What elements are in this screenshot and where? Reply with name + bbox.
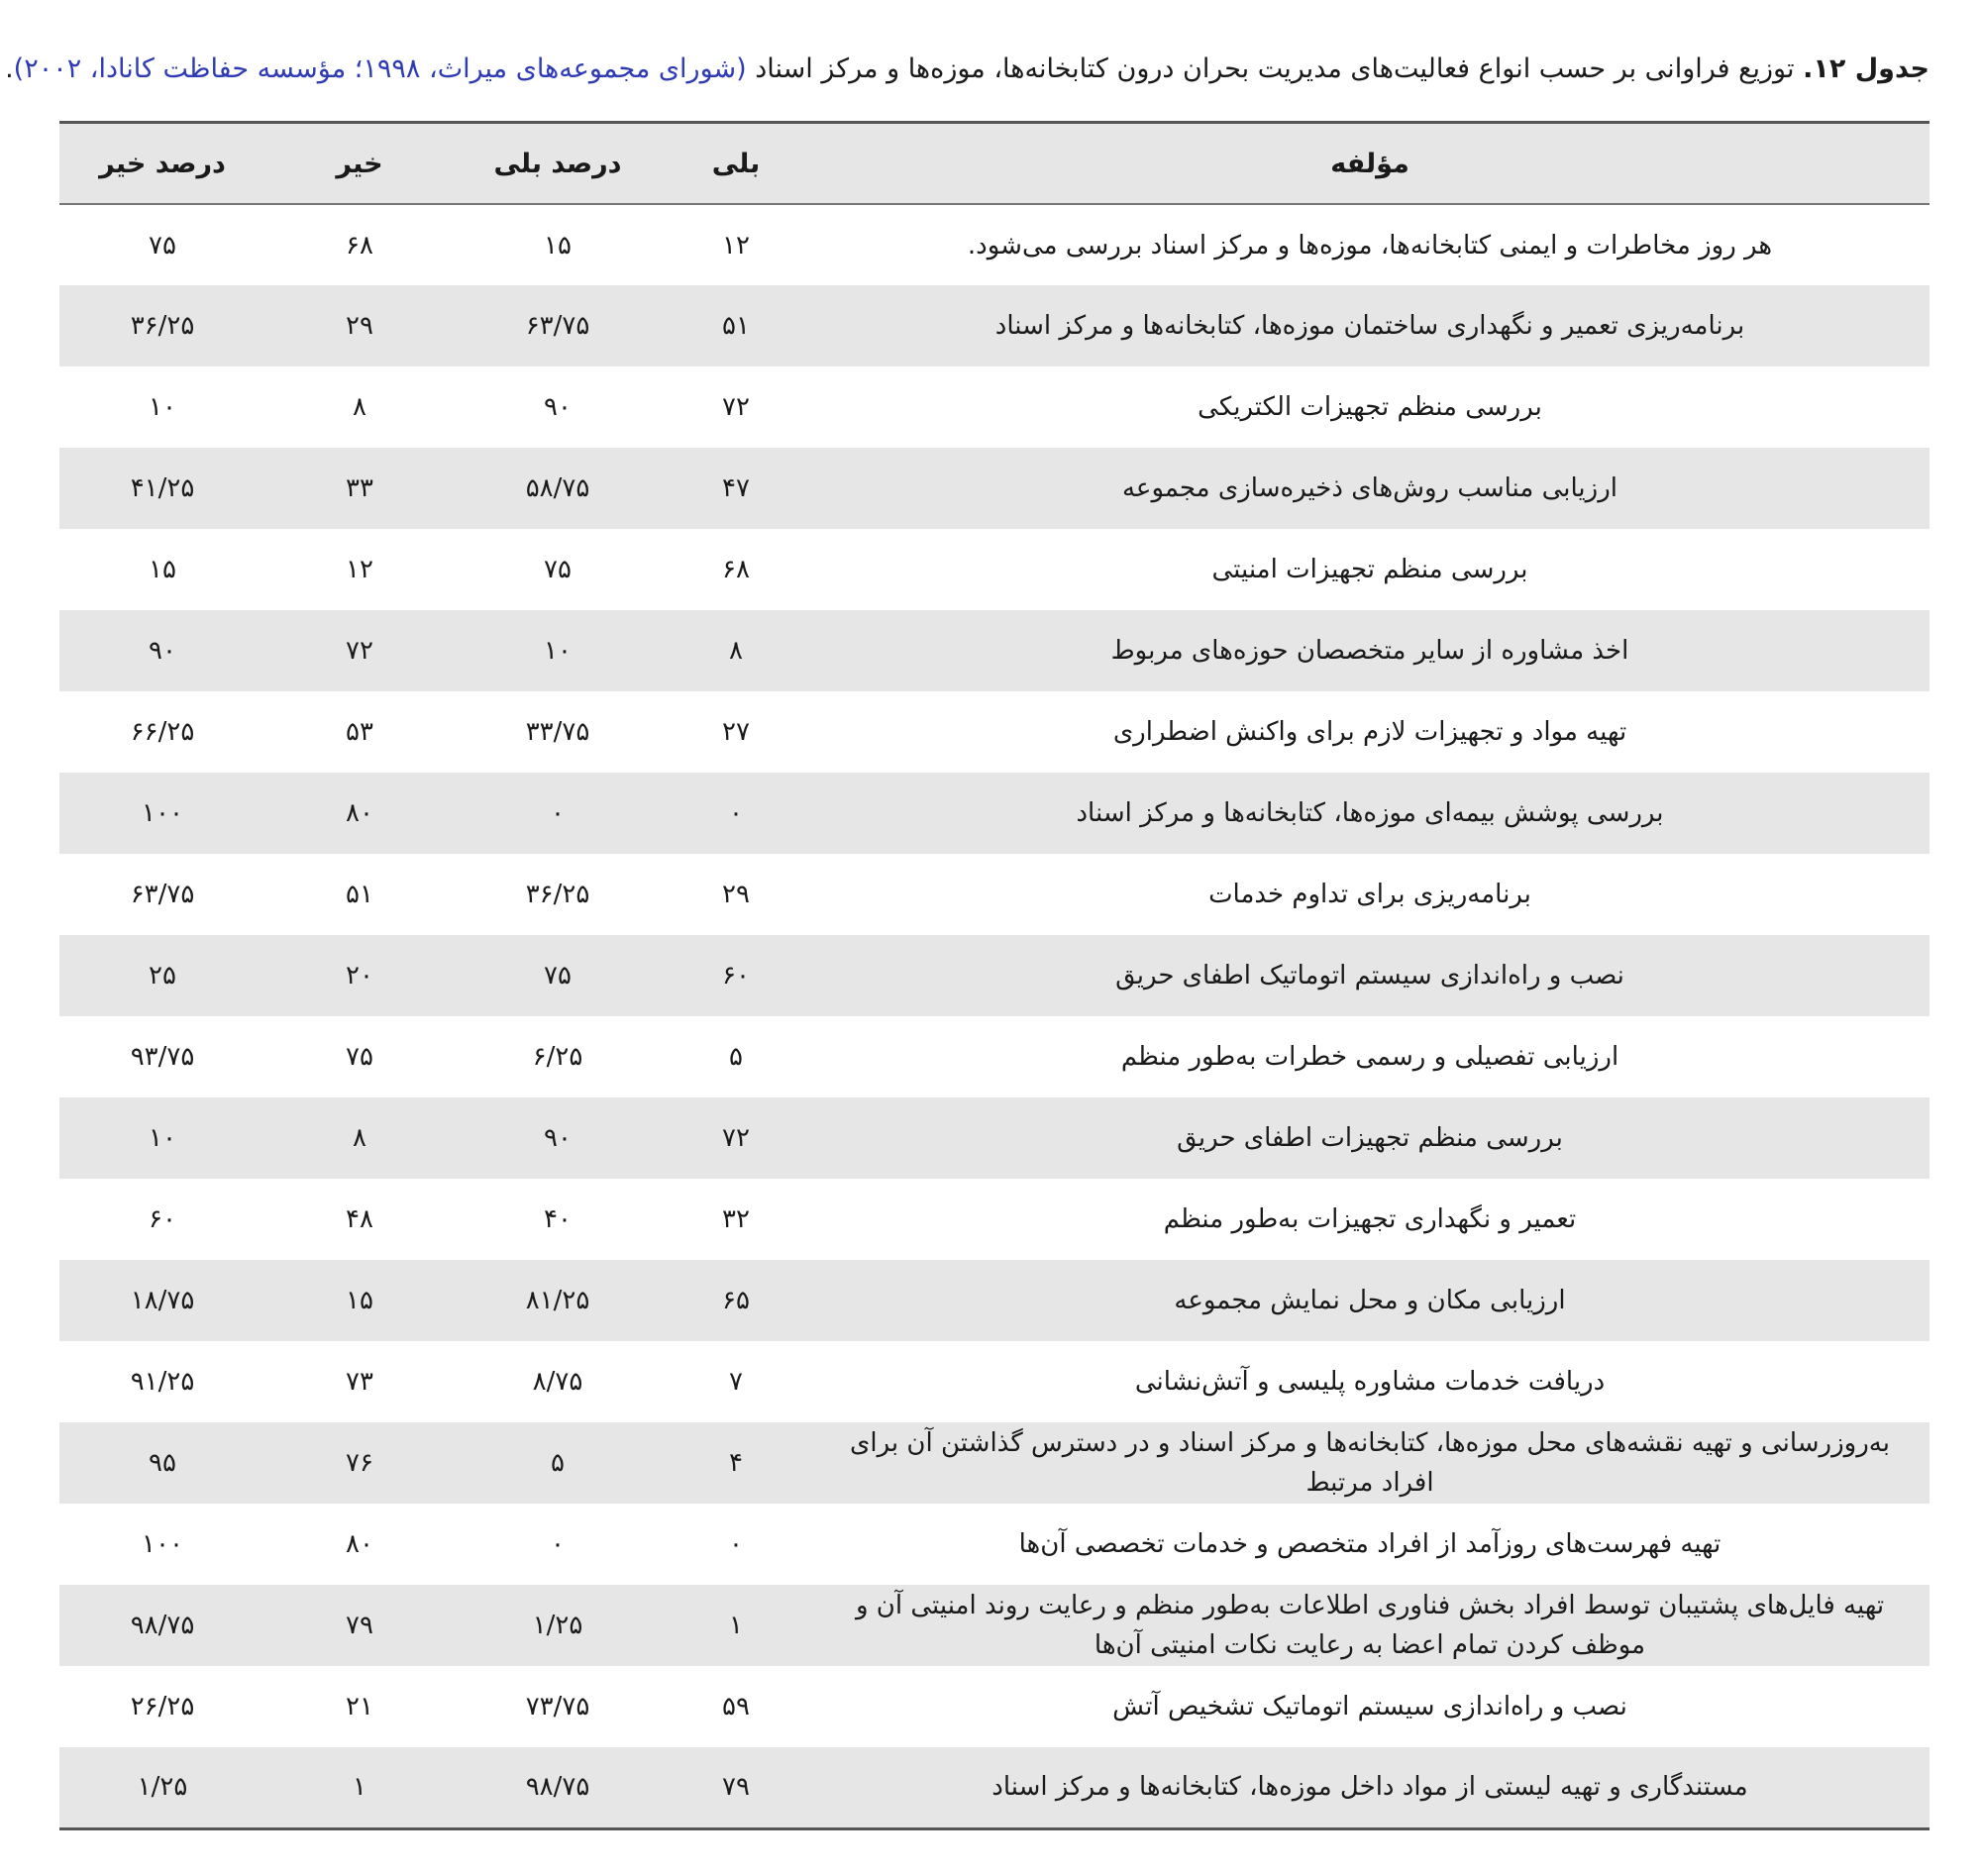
table-caption: [5, 50, 1929, 95]
row-no: ۷۶: [265, 1422, 454, 1504]
row-no: ۶۸: [346, 230, 373, 261]
row-yes: ۶۸: [722, 555, 750, 584]
row-yes-percent: ۳۶/۲۵: [525, 880, 590, 909]
row-yes-percent: ۶۳/۷۵: [454, 285, 662, 366]
row-no-percent: ۱۸/۷۵: [59, 1260, 265, 1341]
table-row: [59, 204, 1929, 285]
row-no-percent: ۶۳/۷۵: [130, 880, 195, 909]
row-component: اخذ مشاوره از سایر متخصصان حوزه‌های مربوط: [810, 610, 1929, 691]
row-component: نصب و راه‌اندازی سیستم اتوماتیک تشخیص آتش: [1112, 1692, 1627, 1721]
row-yes-percent: ۱/۲۵: [454, 1585, 662, 1666]
row-component: ارزیابی مکان و محل نمایش مجموعه: [810, 1260, 1929, 1341]
row-no-percent: ۷۵: [149, 230, 176, 261]
row-no-percent: ۲۶/۲۵: [130, 1692, 195, 1721]
row-no: ۵۱: [346, 880, 373, 909]
row-no: ۸۰: [346, 1529, 373, 1559]
row-yes-percent: ۹۸/۷۵: [454, 1747, 662, 1828]
row-component: ارزیابی مناسب روش‌های ذخیره‌سازی مجموعه: [810, 448, 1929, 529]
row-yes-percent: ۴۰: [544, 1204, 572, 1234]
table-row: [59, 854, 1929, 935]
row-yes-percent: ۰: [454, 773, 662, 854]
table-row: [59, 610, 1929, 691]
row-yes-percent: ۶/۲۵: [532, 1042, 583, 1072]
header-component: مؤلفه: [810, 123, 1929, 205]
row-yes-percent: ۳۳/۷۵: [525, 717, 590, 747]
row-yes: ۴۷: [662, 448, 810, 529]
row-component: مستندگاری و تهیه لیستی از مواد داخل موزه‌ها، کتابخانه‌ها و مرکز اسناد: [810, 1747, 1929, 1828]
row-component: تهیه فایل‌های پشتیبان توسط افراد بخش فناوری اطلاعات به‌طور منظم و رعایت روند امنیتی آن و موظف کردن تمام اعضا به رعایت نکات امنیتی آن‌ها: [810, 1585, 1929, 1666]
table-row: [59, 1585, 1929, 1666]
row-no: ۲۰: [265, 935, 454, 1016]
header-yes-percent: درصد بلی: [454, 123, 662, 205]
row-component: تهیه مواد و تجهیزات لازم برای واکنش اضطراری: [1112, 717, 1627, 747]
row-yes: ۵۹: [722, 1692, 750, 1721]
row-component: هر روز مخاطرات و ایمنی کتابخانه‌ها، موزه‌ها و مرکز اسناد بررسی می‌شود.: [967, 230, 1773, 261]
row-component: دریافت خدمات مشاوره پلیسی و آتش‌نشانی: [1134, 1367, 1606, 1397]
row-no: ۲۹: [265, 285, 454, 366]
caption-end: .: [5, 53, 14, 84]
row-yes: ۲۷: [722, 717, 750, 747]
frequency-table: [59, 121, 1929, 1830]
row-no-percent: ۱/۲۵: [59, 1747, 265, 1828]
caption-label: جدول ۱۲.: [1803, 53, 1929, 84]
row-component: بررسی پوشش بیمه‌ای موزه‌ها، کتابخانه‌ها و مرکز اسناد: [810, 773, 1929, 854]
row-no-percent: ۴۱/۲۵: [59, 448, 265, 529]
row-yes: ۷: [729, 1367, 743, 1397]
header-no-percent: درصد خیر: [59, 123, 265, 205]
row-yes: ۵۱: [662, 285, 810, 366]
header-yes: بلی: [662, 123, 810, 205]
row-no-percent: ۶۰: [149, 1204, 176, 1234]
header-no: خیر: [265, 123, 454, 205]
table-row: [59, 366, 1929, 448]
row-yes: ۷۹: [662, 1747, 810, 1828]
row-yes: ۴: [662, 1422, 810, 1504]
row-yes-percent: ۷۳/۷۵: [525, 1692, 590, 1721]
table-row: [59, 1179, 1929, 1260]
row-yes: ۶۵: [662, 1260, 810, 1341]
row-yes: ۱۲: [722, 230, 750, 261]
row-no-percent: ۱۰۰: [59, 773, 265, 854]
row-yes: ۷۲: [662, 1097, 810, 1179]
row-no: ۷۲: [265, 610, 454, 691]
row-yes: ۸: [662, 610, 810, 691]
row-no-percent: ۶۶/۲۵: [130, 717, 195, 747]
row-yes-percent: ۷۵: [454, 935, 662, 1016]
table-row: [59, 1666, 1929, 1747]
row-no: ۴۸: [346, 1204, 373, 1234]
row-no-percent: ۱۰: [59, 1097, 265, 1179]
row-no: ۵۳: [346, 717, 373, 747]
table-row: [59, 1504, 1929, 1585]
row-no-percent: ۱۰۰: [142, 1529, 183, 1559]
row-yes-percent: ۵: [454, 1422, 662, 1504]
row-component: ارزیابی تفصیلی و رسمی خطرات به‌طور منظم: [1120, 1042, 1619, 1072]
row-no: ۲۱: [346, 1692, 373, 1721]
row-yes-percent: ۵۸/۷۵: [454, 448, 662, 529]
row-component: نصب و راه‌اندازی سیستم اتوماتیک اطفای حریق: [810, 935, 1929, 1016]
table-row: [59, 1747, 1929, 1828]
row-component: بررسی منظم تجهیزات امنیتی: [1211, 555, 1528, 584]
document-page: [5, 0, 1929, 1830]
row-yes: ۰: [662, 773, 810, 854]
table-row: [59, 773, 1929, 854]
row-yes: ۵: [729, 1042, 743, 1072]
row-yes-percent: ۰: [551, 1529, 565, 1559]
row-component: برنامه‌ریزی برای تداوم خدمات: [1208, 880, 1531, 909]
table-row: [59, 1422, 1929, 1504]
row-no: ۱۲: [346, 555, 373, 584]
row-no: ۷۹: [265, 1585, 454, 1666]
caption-citation-link[interactable]: (شورای مجموعه‌های میراث، ۱۹۹۸؛ مؤسسه حفاظت کانادا، ۲۰۰۲): [13, 53, 747, 84]
row-no-percent: ۳۶/۲۵: [59, 285, 265, 366]
row-yes: ۷۲: [722, 392, 750, 422]
row-no: ۸: [265, 1097, 454, 1179]
table-row: [59, 1341, 1929, 1422]
row-yes-percent: ۱۵: [544, 230, 572, 261]
row-no: ۱۵: [265, 1260, 454, 1341]
row-no: ۷۳: [346, 1367, 373, 1397]
row-component: تعمیر و نگهداری تجهیزات به‌طور منظم: [1163, 1204, 1577, 1234]
table-row: [59, 691, 1929, 773]
row-no: ۸۰: [265, 773, 454, 854]
table-row: [59, 529, 1929, 610]
table-header-row: [59, 123, 1929, 205]
row-no-percent: ۲۵: [59, 935, 265, 1016]
row-yes-percent: ۸/۷۵: [532, 1367, 583, 1397]
table-row: [59, 1016, 1929, 1097]
row-yes: ۳۲: [722, 1204, 750, 1234]
row-yes: ۲۹: [722, 880, 750, 909]
row-no-percent: ۹۰: [59, 610, 265, 691]
row-yes-percent: ۱۰: [454, 610, 662, 691]
row-yes: ۱: [662, 1585, 810, 1666]
row-component: تهیه فهرست‌های روزآمد از افراد متخصص و خدمات تخصصی آن‌ها: [1018, 1529, 1721, 1559]
row-no-percent: ۱۰: [149, 392, 176, 422]
row-no-percent: ۹۱/۲۵: [130, 1367, 195, 1397]
row-no: ۳۳: [265, 448, 454, 529]
row-no: ۸: [353, 392, 366, 422]
table-row: [59, 1097, 1929, 1179]
row-no-percent: ۹۸/۷۵: [59, 1585, 265, 1666]
row-no-percent: ۹۳/۷۵: [130, 1042, 195, 1072]
row-no-percent: ۱۵: [149, 555, 176, 584]
table-row: [59, 935, 1929, 1016]
table-row: [59, 448, 1929, 529]
row-yes: ۶۰: [662, 935, 810, 1016]
row-component: بررسی منظم تجهیزات الکتریکی: [1198, 392, 1542, 422]
table-row: [59, 285, 1929, 366]
row-component: برنامه‌ریزی تعمیر و نگهداری ساختمان موزه‌ها، کتابخانه‌ها و مرکز اسناد: [810, 285, 1929, 366]
row-no: ۱: [265, 1747, 454, 1828]
row-component: بررسی منظم تجهیزات اطفای حریق: [810, 1097, 1929, 1179]
row-yes-percent: ۹۰: [454, 1097, 662, 1179]
row-no: ۷۵: [346, 1042, 373, 1072]
row-no-percent: ۹۵: [59, 1422, 265, 1504]
table-row: [59, 1260, 1929, 1341]
row-yes: ۰: [729, 1529, 743, 1559]
row-component: به‌روزرسانی و تهیه نقشه‌های محل موزه‌ها، کتابخانه‌ها و مرکز اسناد و در دسترس گذاشتن آن برای افراد مرتبط: [810, 1422, 1929, 1504]
caption-text: توزیع فراوانی بر حسب انواع فعالیت‌های مدیریت بحران درون کتابخانه‌ها، موزه‌ها و مرکز اسناد: [746, 53, 1804, 84]
table-body: [59, 204, 1929, 1828]
row-yes-percent: ۷۵: [544, 555, 572, 584]
row-yes-percent: ۸۱/۲۵: [454, 1260, 662, 1341]
row-yes-percent: ۹۰: [544, 392, 572, 422]
